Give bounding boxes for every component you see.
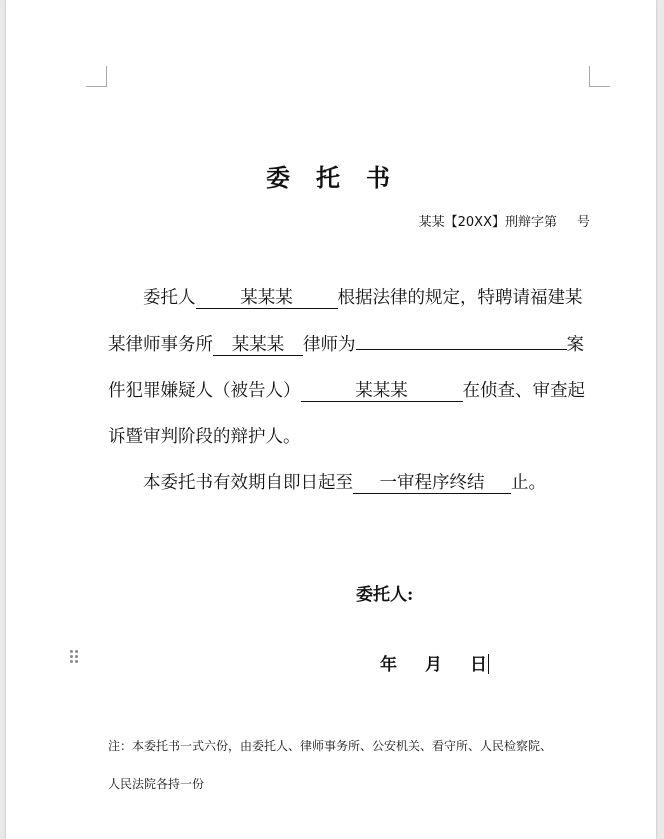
date-day: 日 — [470, 655, 487, 675]
signature-label[interactable]: 委托人: — [356, 585, 414, 605]
text-legal-clause: 根据法律的规定，特聘请福建某 — [337, 288, 583, 308]
text-defender: 诉暨审判阶段的辩护人。 — [108, 427, 301, 447]
text-lawyer-role: 律师为 — [303, 335, 356, 355]
document-page[interactable] — [6, 0, 656, 839]
text-end: 止。 — [511, 473, 546, 493]
document-number[interactable] — [419, 211, 590, 230]
date-line[interactable] — [380, 650, 489, 675]
doc-number-prefix: 某某【20XX】刑辩字第 — [418, 215, 557, 230]
lawyer-name-field[interactable]: 某某某 — [213, 335, 303, 356]
paragraph1-line4[interactable] — [108, 425, 590, 449]
suspect-name-field[interactable]: 某某某 — [301, 381, 463, 402]
margin-corner-top-right — [589, 66, 610, 87]
doc-number-suffix: 号 — [576, 215, 590, 230]
text-client-label: 委托人 — [143, 288, 196, 308]
margin-corner-top-left — [86, 66, 107, 87]
date-month: 月 — [425, 655, 442, 675]
drag-handle-icon[interactable] — [70, 650, 80, 666]
paragraph1-line3[interactable] — [108, 379, 590, 403]
text-cursor — [488, 654, 489, 674]
text-case: 案 — [566, 335, 584, 355]
validity-term-field[interactable]: 一审程序终结 — [353, 473, 511, 494]
text-stages: 在侦查、审查起 — [462, 381, 585, 401]
note-line1[interactable]: 注：本委托书一式六份，由委托人、律师事务所、公安机关、看守所、人民检察院、 — [108, 739, 553, 753]
paragraph1-line2[interactable] — [108, 333, 590, 357]
paragraph2[interactable] — [108, 471, 590, 495]
text-law-firm: 某律师事务所 — [108, 335, 213, 355]
text-validity: 本委托书有效期自即日起至 — [143, 473, 353, 493]
date-year: 年 — [380, 655, 397, 675]
client-name-field[interactable]: 某某某 — [196, 288, 338, 309]
paragraph1-line1[interactable] — [108, 286, 590, 310]
case-name-field[interactable] — [356, 349, 567, 350]
text-suspect-label: 件犯罪嫌疑人（被告人） — [108, 381, 301, 401]
note-line2[interactable]: 人民法院各持一份 — [108, 777, 205, 791]
document-title[interactable]: 委托书 — [266, 163, 416, 192]
